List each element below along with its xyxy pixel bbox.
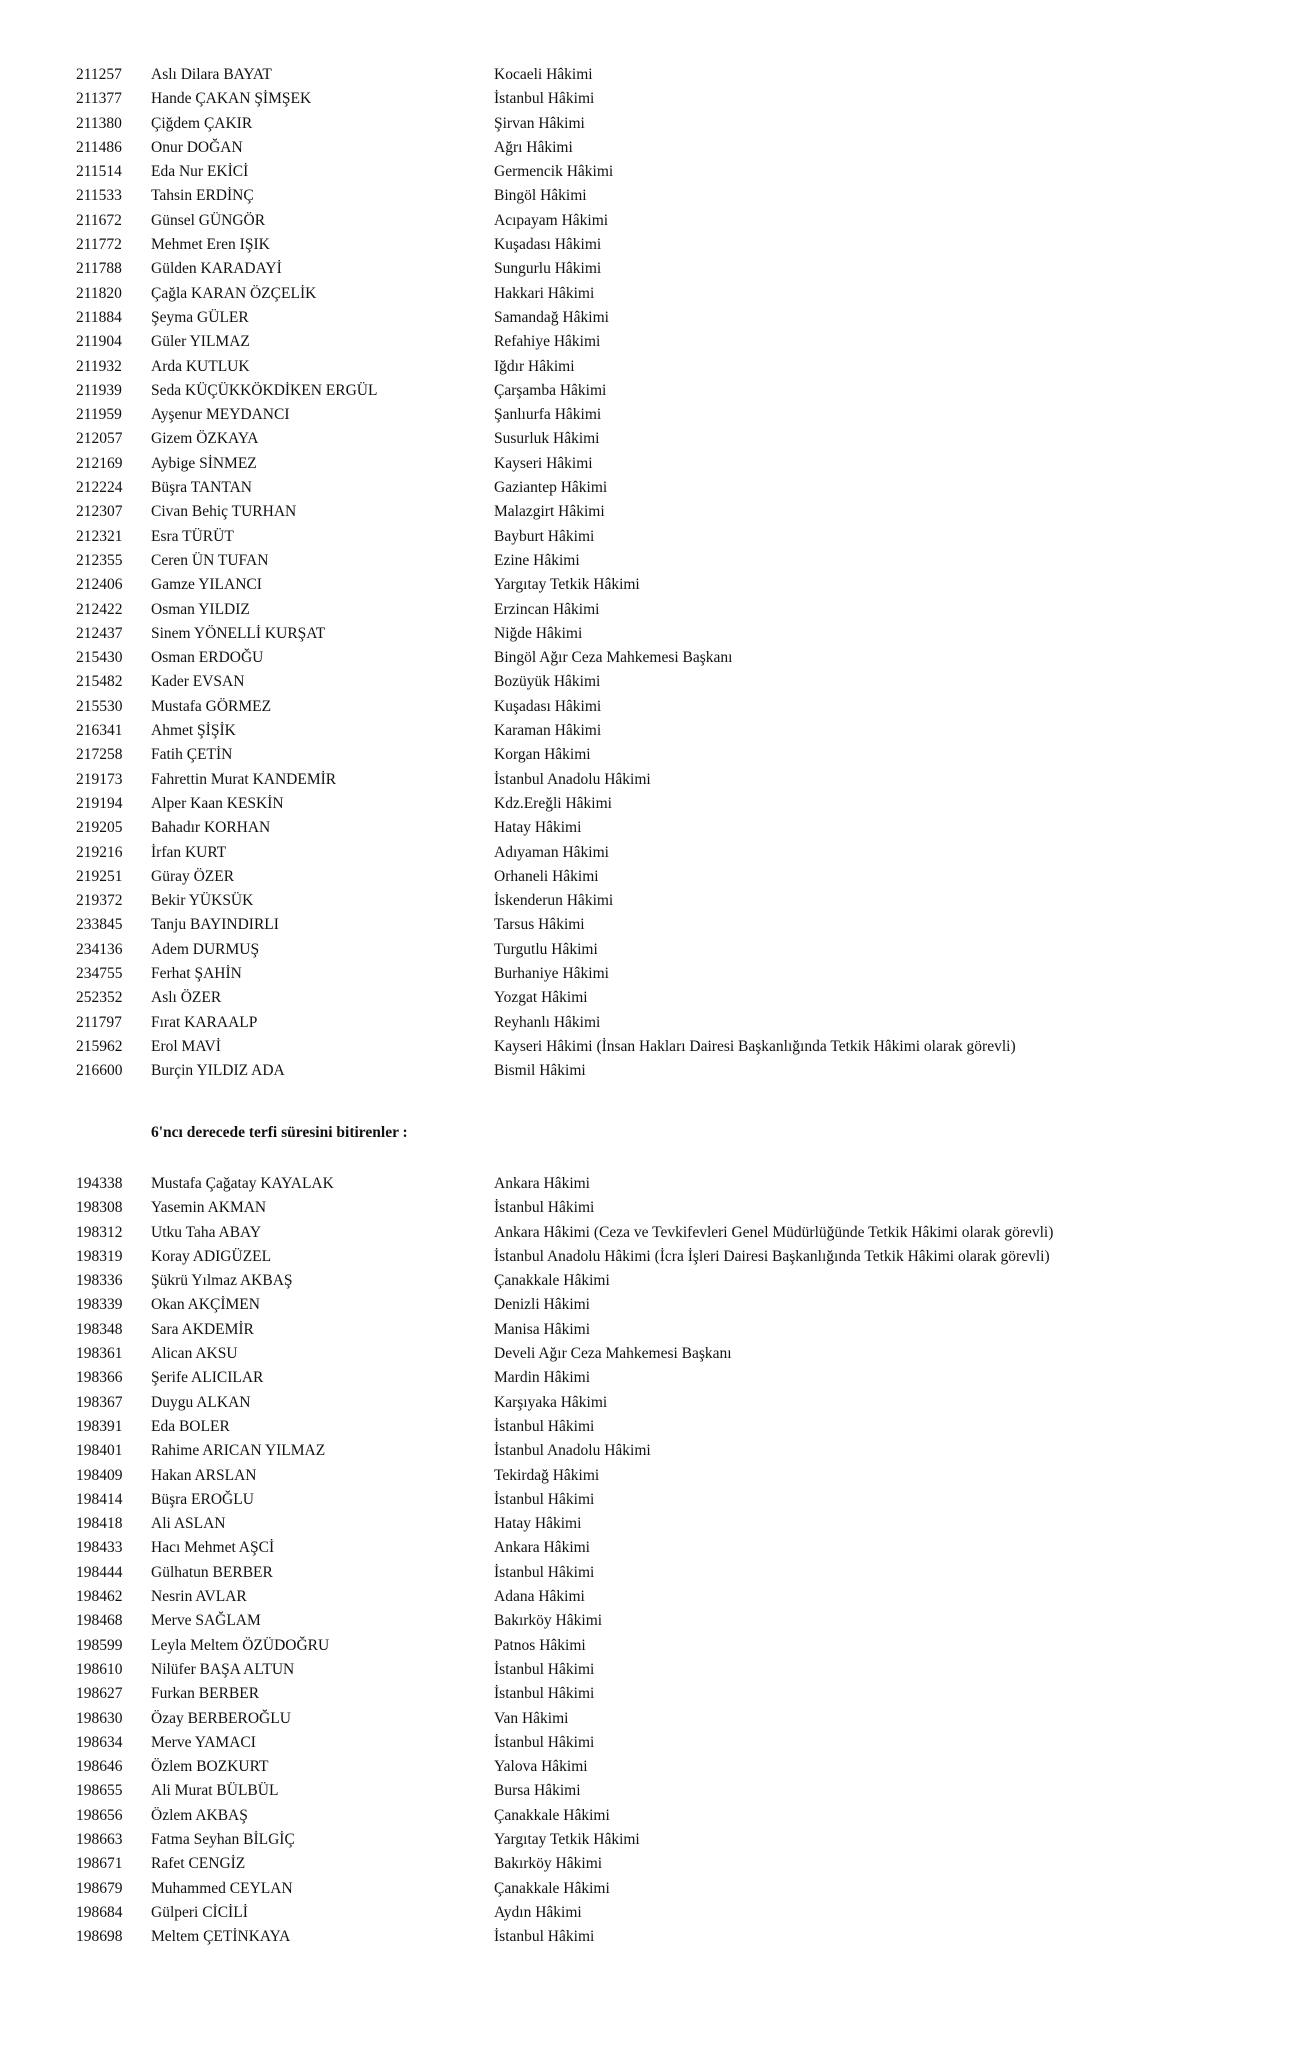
table-row xyxy=(76,1366,1276,1390)
judge-post: Refahiye Hâkimi xyxy=(494,333,601,351)
table-row xyxy=(76,695,1276,719)
table-row xyxy=(76,646,1276,670)
judge-post: Van Hâkimi xyxy=(494,1709,569,1727)
judge-post: Niğde Hâkimi xyxy=(494,624,583,642)
table-row xyxy=(76,87,1276,111)
judge-name: Bahadır KORHAN xyxy=(151,819,271,837)
judge-name: Esra TÜRÜT xyxy=(151,527,234,545)
judge-name: Hacı Mehmet AŞCİ xyxy=(151,1539,275,1557)
judge-post: Kayseri Hâkimi (İnsan Hakları Dairesi Başkanlığında Tetkik Hâkimi olarak görevli) xyxy=(494,1037,1016,1055)
judge-post: İskenderun Hâkimi xyxy=(494,892,614,910)
registry-number: 198610 xyxy=(76,1660,123,1678)
judge-post: İstanbul Anadolu Hâkimi (İcra İşleri Dairesi Başkanlığında Tetkik Hâkimi olarak görevli) xyxy=(494,1247,1050,1265)
registry-number: 198361 xyxy=(76,1345,123,1363)
registry-number: 198634 xyxy=(76,1733,123,1751)
judge-post: Denizli Hâkimi xyxy=(494,1296,590,1314)
table-row xyxy=(76,1172,1276,1196)
judge-name: Okan AKÇİMEN xyxy=(151,1296,260,1314)
table-row xyxy=(76,257,1276,281)
registry-number: 211820 xyxy=(76,284,122,302)
registry-number: 198401 xyxy=(76,1442,123,1460)
registry-number: 219216 xyxy=(76,843,123,861)
judge-post: Gaziantep Hâkimi xyxy=(494,479,608,497)
judge-name: Ayşenur MEYDANCI xyxy=(151,406,290,424)
registry-number: 198663 xyxy=(76,1831,123,1849)
judge-post: Aydın Hâkimi xyxy=(494,1903,582,1921)
table-row xyxy=(76,1318,1276,1342)
judge-post: Develi Ağır Ceza Mahkemesi Başkanı xyxy=(494,1345,732,1363)
table-row xyxy=(76,913,1276,937)
judge-name: Şükrü Yılmaz AKBAŞ xyxy=(151,1272,293,1290)
judge-post: Ağrı Hâkimi xyxy=(494,138,573,156)
judge-name: Büşra EROĞLU xyxy=(151,1490,254,1508)
table-row xyxy=(76,549,1276,573)
judge-name: Mustafa GÖRMEZ xyxy=(151,697,272,715)
table-row xyxy=(76,1221,1276,1245)
registry-number: 198444 xyxy=(76,1563,123,1581)
table-row xyxy=(76,330,1276,354)
judge-name: Osman YILDIZ xyxy=(151,600,250,618)
judge-name: Rahime ARICAN YILMAZ xyxy=(151,1442,326,1460)
registry-number: 198366 xyxy=(76,1369,123,1387)
table-row xyxy=(76,962,1276,986)
table-row xyxy=(76,1342,1276,1366)
judge-post: Turgutlu Hâkimi xyxy=(494,940,598,958)
table-row xyxy=(76,986,1276,1010)
table-row xyxy=(76,1269,1276,1293)
judge-post: Malazgirt Hâkimi xyxy=(494,503,605,521)
table-row xyxy=(76,63,1276,87)
judge-post: Şanlıurfa Hâkimi xyxy=(494,406,602,424)
registry-number: 212169 xyxy=(76,454,123,472)
judge-post: Yalova Hâkimi xyxy=(494,1758,588,1776)
registry-number: 217258 xyxy=(76,746,123,764)
judge-post: Bakırköy Hâkimi xyxy=(494,1855,603,1873)
judge-post: Bingöl Hâkimi xyxy=(494,187,587,205)
table-row xyxy=(76,1011,1276,1035)
table-row xyxy=(76,1901,1276,1925)
table-row xyxy=(76,1804,1276,1828)
judge-post: Hatay Hâkimi xyxy=(494,819,582,837)
judge-name: Özlem AKBAŞ xyxy=(151,1806,248,1824)
judge-post: Kayseri Hâkimi xyxy=(494,454,593,472)
judge-post: Ankara Hâkimi xyxy=(494,1539,590,1557)
judge-post: Bakırköy Hâkimi xyxy=(494,1612,603,1630)
judge-name: Ceren ÜN TUFAN xyxy=(151,551,269,569)
judge-post: İstanbul Hâkimi xyxy=(494,1733,595,1751)
table-row xyxy=(76,1828,1276,1852)
judge-name: Eda BOLER xyxy=(151,1417,230,1435)
table-row xyxy=(76,1196,1276,1220)
registry-number: 219205 xyxy=(76,819,123,837)
judge-post: Kocaeli Hâkimi xyxy=(494,66,593,83)
registry-number: 211486 xyxy=(76,138,122,156)
table-row xyxy=(76,768,1276,792)
judge-post: İstanbul Hâkimi xyxy=(494,1928,595,1946)
registry-number: 211932 xyxy=(76,357,122,375)
judge-name: Burçin YILDIZ ADA xyxy=(151,1062,285,1080)
registry-number: 211904 xyxy=(76,333,122,351)
judge-name: Mustafa Çağatay KAYALAK xyxy=(151,1175,334,1192)
judge-name: Çiğdem ÇAKIR xyxy=(151,114,253,132)
judge-name: Leyla Meltem ÖZÜDOĞRU xyxy=(151,1636,330,1654)
judge-post: Ankara Hâkimi (Ceza ve Tevkifevleri Genel Müdürlüğünde Tetkik Hâkimi olarak görevli) xyxy=(494,1223,1054,1241)
registry-number: 198630 xyxy=(76,1709,123,1727)
judge-name: Fatih ÇETİN xyxy=(151,746,233,764)
registry-number: 198698 xyxy=(76,1928,123,1946)
registry-number: 194338 xyxy=(76,1175,123,1192)
judge-post: Çanakkale Hâkimi xyxy=(494,1272,610,1290)
table-row xyxy=(76,938,1276,962)
judge-name: Utku Taha ABAY xyxy=(151,1223,262,1241)
registry-number: 211377 xyxy=(76,90,122,108)
registry-number: 198599 xyxy=(76,1636,123,1654)
judge-post: Yargıtay Tetkik Hâkimi xyxy=(494,576,640,594)
table-row xyxy=(76,1059,1276,1083)
judge-post: Erzincan Hâkimi xyxy=(494,600,600,618)
registry-number: 211514 xyxy=(76,163,122,181)
judge-name: Günsel GÜNGÖR xyxy=(151,211,266,229)
judge-name: Onur DOĞAN xyxy=(151,138,243,156)
registry-number: 198391 xyxy=(76,1417,123,1435)
judge-post: Yargıtay Tetkik Hâkimi xyxy=(494,1831,640,1849)
judge-name: Güray ÖZER xyxy=(151,867,235,885)
table-row xyxy=(76,525,1276,549)
registry-number: 198418 xyxy=(76,1515,123,1533)
table-row xyxy=(76,1585,1276,1609)
judge-name: Nilüfer BAŞA ALTUN xyxy=(151,1660,295,1678)
judge-post: Çanakkale Hâkimi xyxy=(494,1879,610,1897)
judge-post: Adana Hâkimi xyxy=(494,1588,585,1606)
judge-name: Seda KÜÇÜKKÖKDİKEN ERGÜL xyxy=(151,381,378,399)
judge-post: İstanbul Hâkimi xyxy=(494,1199,595,1217)
registry-number: 219372 xyxy=(76,892,123,910)
judge-name: Erol MAVİ xyxy=(151,1037,221,1055)
judge-post: Şirvan Hâkimi xyxy=(494,114,585,132)
judge-name: Gülden KARADAYİ xyxy=(151,260,282,278)
table-row xyxy=(76,1658,1276,1682)
judge-post: Kuşadası Hâkimi xyxy=(494,236,602,254)
judge-name: Sinem YÖNELLİ KURŞAT xyxy=(151,624,326,642)
judge-post: Ankara Hâkimi xyxy=(494,1175,590,1192)
judge-post: İstanbul Hâkimi xyxy=(494,1563,595,1581)
registry-number: 211772 xyxy=(76,236,122,254)
table-row xyxy=(76,452,1276,476)
registry-number: 211672 xyxy=(76,211,122,229)
judge-name: Özay BERBEROĞLU xyxy=(151,1709,291,1727)
judge-post: Bingöl Ağır Ceza Mahkemesi Başkanı xyxy=(494,649,733,667)
judge-name: Alican AKSU xyxy=(151,1345,238,1363)
table-row xyxy=(76,841,1276,865)
judge-post: Tarsus Hâkimi xyxy=(494,916,585,934)
judge-post: Iğdır Hâkimi xyxy=(494,357,575,375)
registry-number: 215962 xyxy=(76,1037,123,1055)
table-row xyxy=(76,1512,1276,1536)
table-row xyxy=(76,1609,1276,1633)
registry-number: 198319 xyxy=(76,1247,123,1265)
judge-name: Osman ERDOĞU xyxy=(151,649,264,667)
judge-post: Bismil Hâkimi xyxy=(494,1062,586,1080)
judge-post: Çarşamba Hâkimi xyxy=(494,381,607,399)
table-row xyxy=(76,379,1276,403)
registry-number: 198312 xyxy=(76,1223,123,1241)
registry-number: 219173 xyxy=(76,770,123,788)
judge-name: Aslı Dilara BAYAT xyxy=(151,66,272,83)
table-row xyxy=(76,670,1276,694)
table-row xyxy=(76,184,1276,208)
judge-name: Tanju BAYINDIRLI xyxy=(151,916,279,934)
judge-name: Şerife ALICILAR xyxy=(151,1369,264,1387)
table-row xyxy=(76,1925,1276,1949)
judge-name: Alper Kaan KESKİN xyxy=(151,794,284,812)
judge-list-2 xyxy=(76,1172,1276,1950)
registry-number: 211959 xyxy=(76,406,122,424)
table-row xyxy=(76,1488,1276,1512)
judge-post: Reyhanlı Hâkimi xyxy=(494,1013,601,1031)
judge-name: Rafet CENGİZ xyxy=(151,1855,246,1873)
judge-name: Çağla KARAN ÖZÇELİK xyxy=(151,284,317,302)
registry-number: 198414 xyxy=(76,1490,123,1508)
registry-number: 216341 xyxy=(76,722,123,740)
table-row xyxy=(76,1634,1276,1658)
table-row xyxy=(76,136,1276,160)
table-row xyxy=(76,1755,1276,1779)
judge-name: Hakan ARSLAN xyxy=(151,1466,257,1484)
table-row xyxy=(76,622,1276,646)
table-row xyxy=(76,573,1276,597)
registry-number: 212406 xyxy=(76,576,123,594)
judge-post: Samandağ Hâkimi xyxy=(494,308,609,326)
judge-post: İstanbul Hâkimi xyxy=(494,1685,595,1703)
registry-number: 252352 xyxy=(76,989,123,1007)
judge-post: Bursa Hâkimi xyxy=(494,1782,581,1800)
judge-post: İstanbul Hâkimi xyxy=(494,1417,595,1435)
judge-name: Özlem BOZKURT xyxy=(151,1758,269,1776)
registry-number: 211797 xyxy=(76,1013,122,1031)
judge-post: Susurluk Hâkimi xyxy=(494,430,600,448)
judge-name: Ali ASLAN xyxy=(151,1515,226,1533)
judge-post: Tekirdağ Hâkimi xyxy=(494,1466,600,1484)
judge-post: Kuşadası Hâkimi xyxy=(494,697,602,715)
table-row xyxy=(76,1536,1276,1560)
judge-name: Arda KUTLUK xyxy=(151,357,250,375)
judge-name: Gamze YILANCI xyxy=(151,576,262,594)
table-row xyxy=(76,865,1276,889)
table-row xyxy=(76,1245,1276,1269)
judge-name: Güler YILMAZ xyxy=(151,333,250,351)
judge-post: Acıpayam Hâkimi xyxy=(494,211,609,229)
judge-name: Ahmet ŞİŞİK xyxy=(151,722,236,740)
registry-number: 216600 xyxy=(76,1062,123,1080)
judge-post: Hakkari Hâkimi xyxy=(494,284,595,302)
judge-post: Orhaneli Hâkimi xyxy=(494,867,599,885)
table-row xyxy=(76,1391,1276,1415)
judge-post: Bozüyük Hâkimi xyxy=(494,673,601,691)
table-row xyxy=(76,1464,1276,1488)
judge-name: Fatma Seyhan BİLGİÇ xyxy=(151,1831,295,1849)
judge-name: Kader EVSAN xyxy=(151,673,245,691)
table-row xyxy=(76,889,1276,913)
judge-name: Koray ADIGÜZEL xyxy=(151,1247,272,1265)
registry-number: 211380 xyxy=(76,114,122,132)
judge-name: Yasemin AKMAN xyxy=(151,1199,267,1217)
judge-name: Nesrin AVLAR xyxy=(151,1588,247,1606)
registry-number: 198308 xyxy=(76,1199,123,1217)
table-row xyxy=(76,1877,1276,1901)
judge-name: Ali Murat BÜLBÜL xyxy=(151,1782,279,1800)
registry-number: 198684 xyxy=(76,1903,123,1921)
registry-number: 212057 xyxy=(76,430,123,448)
table-row xyxy=(76,160,1276,184)
judge-post: Karşıyaka Hâkimi xyxy=(494,1393,608,1411)
judge-name: Merve YAMACI xyxy=(151,1733,256,1751)
table-row xyxy=(76,816,1276,840)
judge-post: Çanakkale Hâkimi xyxy=(494,1806,610,1824)
table-row xyxy=(76,1561,1276,1585)
judge-name: Duygu ALKAN xyxy=(151,1393,251,1411)
registry-number: 198433 xyxy=(76,1539,123,1557)
judge-name: Adem DURMUŞ xyxy=(151,940,260,958)
registry-number: 198627 xyxy=(76,1685,123,1703)
judge-post: Ezine Hâkimi xyxy=(494,551,580,569)
table-row xyxy=(76,1707,1276,1731)
judge-list-1 xyxy=(76,63,1276,1083)
judge-name: Aybige SİNMEZ xyxy=(151,454,257,472)
judge-name: Ferhat ŞAHİN xyxy=(151,964,242,982)
registry-number: 212422 xyxy=(76,600,123,618)
registry-number: 219251 xyxy=(76,867,123,885)
registry-number: 198367 xyxy=(76,1393,123,1411)
registry-number: 198671 xyxy=(76,1855,123,1873)
table-row xyxy=(76,427,1276,451)
judge-post: Manisa Hâkimi xyxy=(494,1320,590,1338)
judge-name: Gülhatun BERBER xyxy=(151,1563,273,1581)
judge-post: Patnos Hâkimi xyxy=(494,1636,586,1654)
judge-post: Korgan Hâkimi xyxy=(494,746,591,764)
registry-number: 198339 xyxy=(76,1296,123,1314)
table-row xyxy=(76,112,1276,136)
registry-number: 215430 xyxy=(76,649,123,667)
table-row xyxy=(76,792,1276,816)
judge-name: Sara AKDEMİR xyxy=(151,1320,254,1338)
table-row xyxy=(76,719,1276,743)
registry-number: 234755 xyxy=(76,964,123,982)
table-row xyxy=(76,1035,1276,1059)
table-row xyxy=(76,403,1276,427)
judge-name: Büşra TANTAN xyxy=(151,479,252,497)
judge-name: Aslı ÖZER xyxy=(151,989,222,1007)
table-row xyxy=(76,598,1276,622)
registry-number: 211788 xyxy=(76,260,122,278)
judge-post: İstanbul Hâkimi xyxy=(494,1490,595,1508)
registry-number: 211939 xyxy=(76,381,122,399)
table-row xyxy=(76,1731,1276,1755)
judge-post: İstanbul Anadolu Hâkimi xyxy=(494,1442,651,1460)
judge-post: Germencik Hâkimi xyxy=(494,163,614,181)
registry-number: 198656 xyxy=(76,1806,123,1824)
table-row xyxy=(76,355,1276,379)
table-row xyxy=(76,476,1276,500)
table-row xyxy=(76,306,1276,330)
registry-number: 233845 xyxy=(76,916,123,934)
registry-number: 219194 xyxy=(76,794,123,812)
judge-post: Mardin Hâkimi xyxy=(494,1369,590,1387)
section-heading: 6'ncı derecede terfi süresini bitirenler : xyxy=(151,1124,408,1141)
judge-post: Yozgat Hâkimi xyxy=(494,989,588,1007)
judge-post: İstanbul Hâkimi xyxy=(494,1660,595,1678)
registry-number: 198348 xyxy=(76,1320,123,1338)
judge-name: Gülperi CİCİLİ xyxy=(151,1903,248,1921)
judge-name: Fırat KARAALP xyxy=(151,1013,258,1031)
registry-number: 211533 xyxy=(76,187,122,205)
judge-name: Furkan BERBER xyxy=(151,1685,260,1703)
table-row xyxy=(76,743,1276,767)
registry-number: 198409 xyxy=(76,1466,123,1484)
judge-name: Muhammed CEYLAN xyxy=(151,1879,293,1897)
registry-number: 234136 xyxy=(76,940,123,958)
registry-number: 198679 xyxy=(76,1879,123,1897)
registry-number: 212437 xyxy=(76,624,123,642)
judge-post: Kdz.Ereğli Hâkimi xyxy=(494,794,612,812)
judge-name: Hande ÇAKAN ŞİMŞEK xyxy=(151,90,312,108)
registry-number: 198655 xyxy=(76,1782,123,1800)
judge-post: İstanbul Anadolu Hâkimi xyxy=(494,770,651,788)
registry-number: 212321 xyxy=(76,527,123,545)
registry-number: 215530 xyxy=(76,697,123,715)
table-row xyxy=(76,1852,1276,1876)
registry-number: 198336 xyxy=(76,1272,123,1290)
registry-number: 211884 xyxy=(76,308,122,326)
judge-post: Bayburt Hâkimi xyxy=(494,527,595,545)
judge-name: İrfan KURT xyxy=(151,843,227,861)
registry-number: 198468 xyxy=(76,1612,123,1630)
table-row xyxy=(76,282,1276,306)
judge-post: Adıyaman Hâkimi xyxy=(494,843,609,861)
registry-number: 212307 xyxy=(76,503,123,521)
judge-name: Şeyma GÜLER xyxy=(151,308,249,326)
judge-post: Hatay Hâkimi xyxy=(494,1515,582,1533)
judge-name: Fahrettin Murat KANDEMİR xyxy=(151,770,337,788)
registry-number: 198462 xyxy=(76,1588,123,1606)
judge-name: Tahsin ERDİNÇ xyxy=(151,187,254,205)
registry-number: 215482 xyxy=(76,673,123,691)
judge-name: Eda Nur EKİCİ xyxy=(151,163,249,181)
judge-post: Karaman Hâkimi xyxy=(494,722,602,740)
judge-name: Merve SAĞLAM xyxy=(151,1612,261,1630)
table-row xyxy=(76,1293,1276,1317)
registry-number: 212355 xyxy=(76,551,123,569)
judge-name: Bekir YÜKSÜK xyxy=(151,892,254,910)
judge-post: Sungurlu Hâkimi xyxy=(494,260,602,278)
table-row xyxy=(76,500,1276,524)
table-row xyxy=(76,1779,1276,1803)
judge-name: Meltem ÇETİNKAYA xyxy=(151,1928,291,1946)
table-row xyxy=(76,1439,1276,1463)
judge-post: İstanbul Hâkimi xyxy=(494,90,595,108)
judge-post: Burhaniye Hâkimi xyxy=(494,964,609,982)
table-row xyxy=(76,233,1276,257)
registry-number: 211257 xyxy=(76,66,122,83)
judge-name: Gizem ÖZKAYA xyxy=(151,430,259,448)
judge-name: Mehmet Eren IŞIK xyxy=(151,236,270,254)
registry-number: 198646 xyxy=(76,1758,123,1776)
table-row xyxy=(76,1415,1276,1439)
table-row xyxy=(76,1682,1276,1706)
table-row xyxy=(76,209,1276,233)
judge-name: Civan Behiç TURHAN xyxy=(151,503,297,521)
registry-number: 212224 xyxy=(76,479,123,497)
